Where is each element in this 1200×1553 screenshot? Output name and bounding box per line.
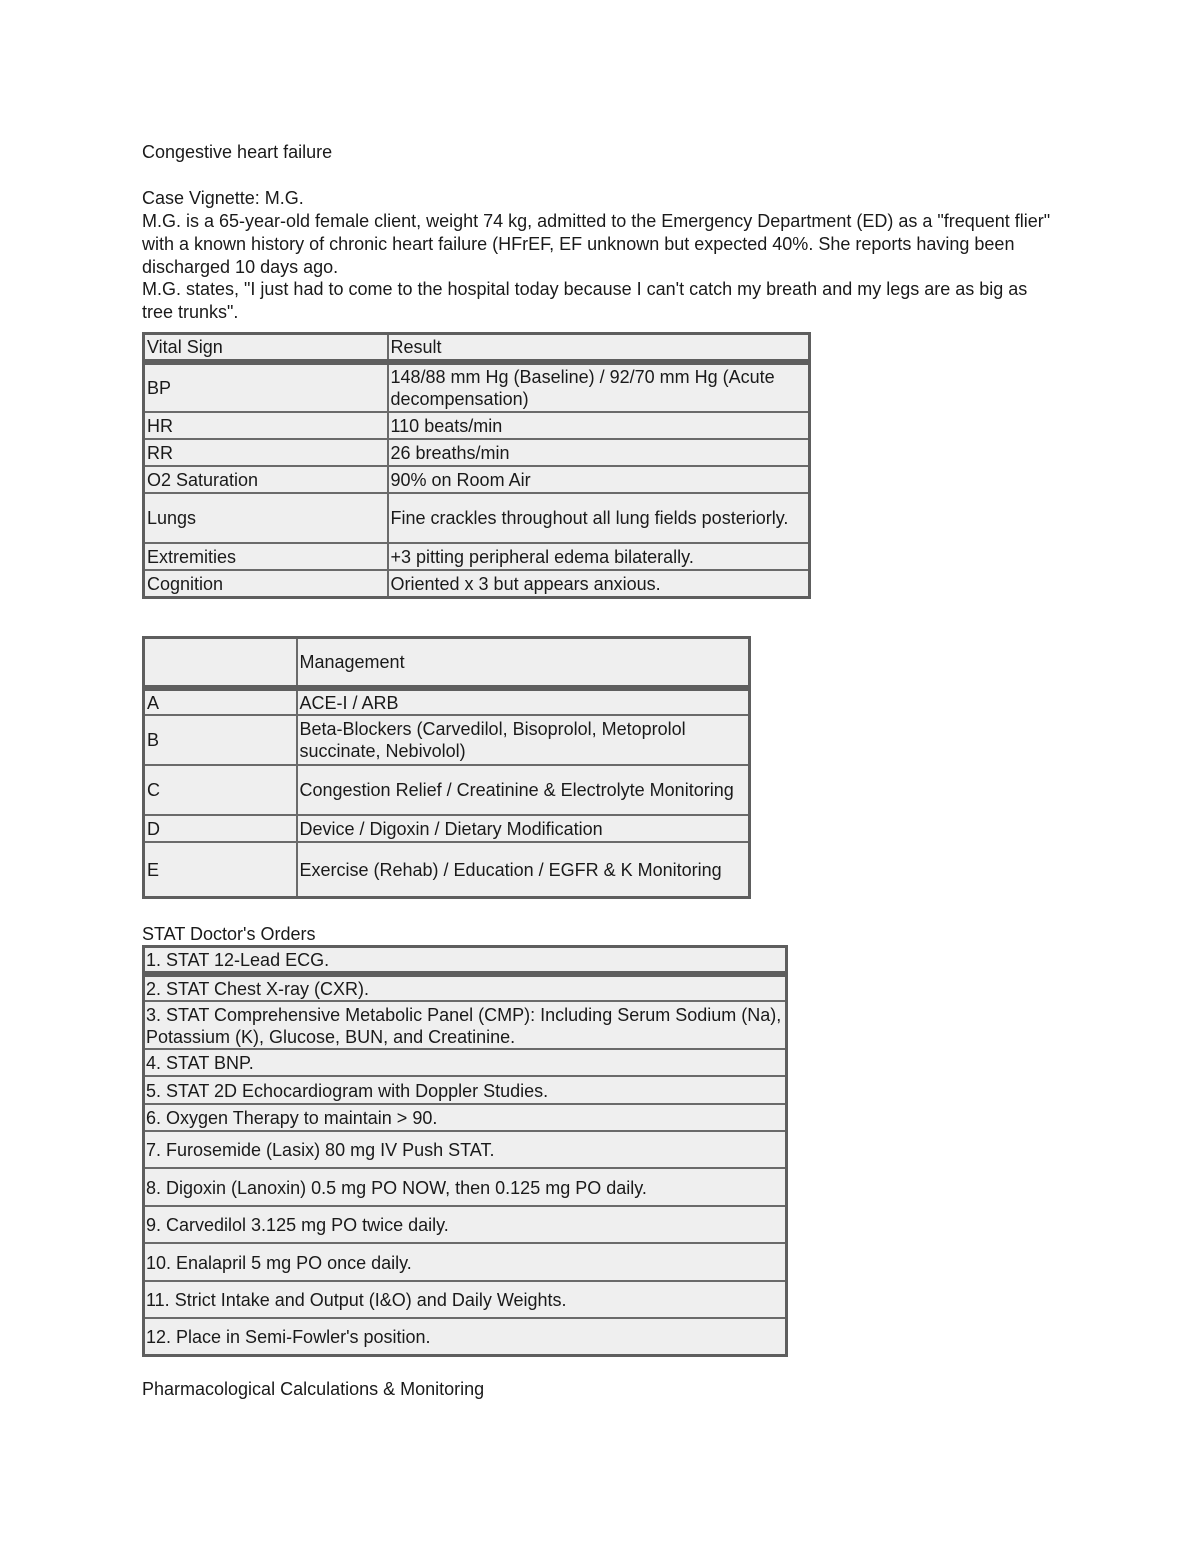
table-row <box>144 362 810 412</box>
order-cell: 7. Furosemide (Lasix) 80 mg IV Push STAT. <box>144 1131 787 1168</box>
order-cell: 4. STAT BNP. <box>144 1049 787 1076</box>
order-cell: 6. Oxygen Therapy to maintain > 90. <box>144 1104 787 1131</box>
vital-sign-cell: RR <box>144 439 388 466</box>
table-row <box>144 412 810 439</box>
management-text-cell: Exercise (Rehab) / Education / EGFR & K Monitoring <box>297 842 750 898</box>
management-text-cell: Device / Digoxin / Dietary Modification <box>297 815 750 842</box>
table-row <box>144 974 787 1001</box>
table-row <box>144 1206 787 1243</box>
management-text-cell: Beta-Blockers (Carvedilol, Bisoprolol, Metoprolol succinate, Nebivolol) <box>297 715 750 765</box>
management-letter-cell: C <box>144 765 297 815</box>
management-table <box>142 636 751 899</box>
vignette-paragraph: M.G. is a 65-year-old female client, weight 74 kg, admitted to the Emergency Department (ED) as a "frequent flier" with a known history of chronic heart failure (HFrEF, EF unknown but expected 40%. She reports having been discharged 10 days ago. <box>142 211 1051 277</box>
vital-sign-cell: Lungs <box>144 493 388 543</box>
order-cell: 12. Place in Semi-Fowler's position. <box>144 1318 787 1355</box>
table-row <box>144 765 750 815</box>
order-cell: 8. Digoxin (Lanoxin) 0.5 mg PO NOW, then 0.125 mg PO daily. <box>144 1168 787 1206</box>
table-row <box>144 1049 787 1076</box>
vital-result-cell: 26 breaths/min <box>388 439 810 466</box>
table-row <box>144 1318 787 1355</box>
order-cell: 1. STAT 12-Lead ECG. <box>144 947 787 975</box>
order-cell: 9. Carvedilol 3.125 mg PO twice daily. <box>144 1206 787 1243</box>
vitals-table <box>142 332 811 599</box>
table-row <box>144 688 750 715</box>
vital-result-cell: 148/88 mm Hg (Baseline) / 92/70 mm Hg (Acute decompensation) <box>388 362 810 412</box>
management-letter-cell: A <box>144 688 297 715</box>
order-cell: 3. STAT Comprehensive Metabolic Panel (CMP): Including Serum Sodium (Na), Potassium (K), Glucose, BUN, and Creatinine. <box>144 1001 787 1049</box>
management-header-cell <box>144 638 297 688</box>
vital-result-cell: Fine crackles throughout all lung fields posteriorly. <box>388 493 810 543</box>
vital-result-cell: Oriented x 3 but appears anxious. <box>388 570 810 598</box>
document-title: Congestive heart failure <box>142 142 333 162</box>
management-text-cell: ACE-I / ARB <box>297 688 750 715</box>
management-letter-cell: E <box>144 842 297 898</box>
vital-sign-cell: Extremities <box>144 543 388 570</box>
table-row <box>144 1104 787 1131</box>
table-row <box>144 815 750 842</box>
table-row <box>144 493 810 543</box>
table-row <box>144 543 810 570</box>
patient-quote: M.G. states, "I just had to come to the hospital today because I can't catch my breath and my legs are as big as tree trunks". <box>142 279 1028 322</box>
management-header-row <box>144 638 750 688</box>
management-letter-cell: D <box>144 815 297 842</box>
vitals-header-row <box>144 334 810 362</box>
management-text-cell: Congestion Relief / Creatinine & Electrolyte Monitoring <box>297 765 750 815</box>
vital-sign-cell: BP <box>144 362 388 412</box>
order-cell: 5. STAT 2D Echocardiogram with Doppler Studies. <box>144 1076 787 1104</box>
table-row <box>144 1281 787 1318</box>
management-letter-cell: B <box>144 715 297 765</box>
vital-result-cell: +3 pitting peripheral edema bilaterally. <box>388 543 810 570</box>
orders-table <box>142 945 788 1357</box>
table-row <box>144 1168 787 1206</box>
vignette-heading: Case Vignette: M.G. <box>142 188 304 208</box>
vitals-header-cell: Vital Sign <box>144 334 388 362</box>
table-row <box>144 715 750 765</box>
table-row <box>144 439 810 466</box>
vital-sign-cell: O2 Saturation <box>144 466 388 493</box>
order-cell: 10. Enalapril 5 mg PO once daily. <box>144 1243 787 1281</box>
vital-sign-cell: Cognition <box>144 570 388 598</box>
management-header-cell: Management <box>297 638 750 688</box>
section-heading: Pharmacological Calculations & Monitoring <box>142 1379 485 1399</box>
table-row <box>144 1076 787 1104</box>
table-row <box>144 466 810 493</box>
table-row <box>144 1131 787 1168</box>
vital-result-cell: 110 beats/min <box>388 412 810 439</box>
table-row <box>144 842 750 898</box>
vital-sign-cell: HR <box>144 412 388 439</box>
order-cell: 2. STAT Chest X-ray (CXR). <box>144 974 787 1001</box>
orders-heading: STAT Doctor's Orders <box>142 924 316 944</box>
table-row <box>144 1001 787 1049</box>
vitals-header-cell: Result <box>388 334 810 362</box>
order-cell: 11. Strict Intake and Output (I&O) and Daily Weights. <box>144 1281 787 1318</box>
table-row <box>144 947 787 975</box>
table-row <box>144 570 810 598</box>
vital-result-cell: 90% on Room Air <box>388 466 810 493</box>
table-row <box>144 1243 787 1281</box>
